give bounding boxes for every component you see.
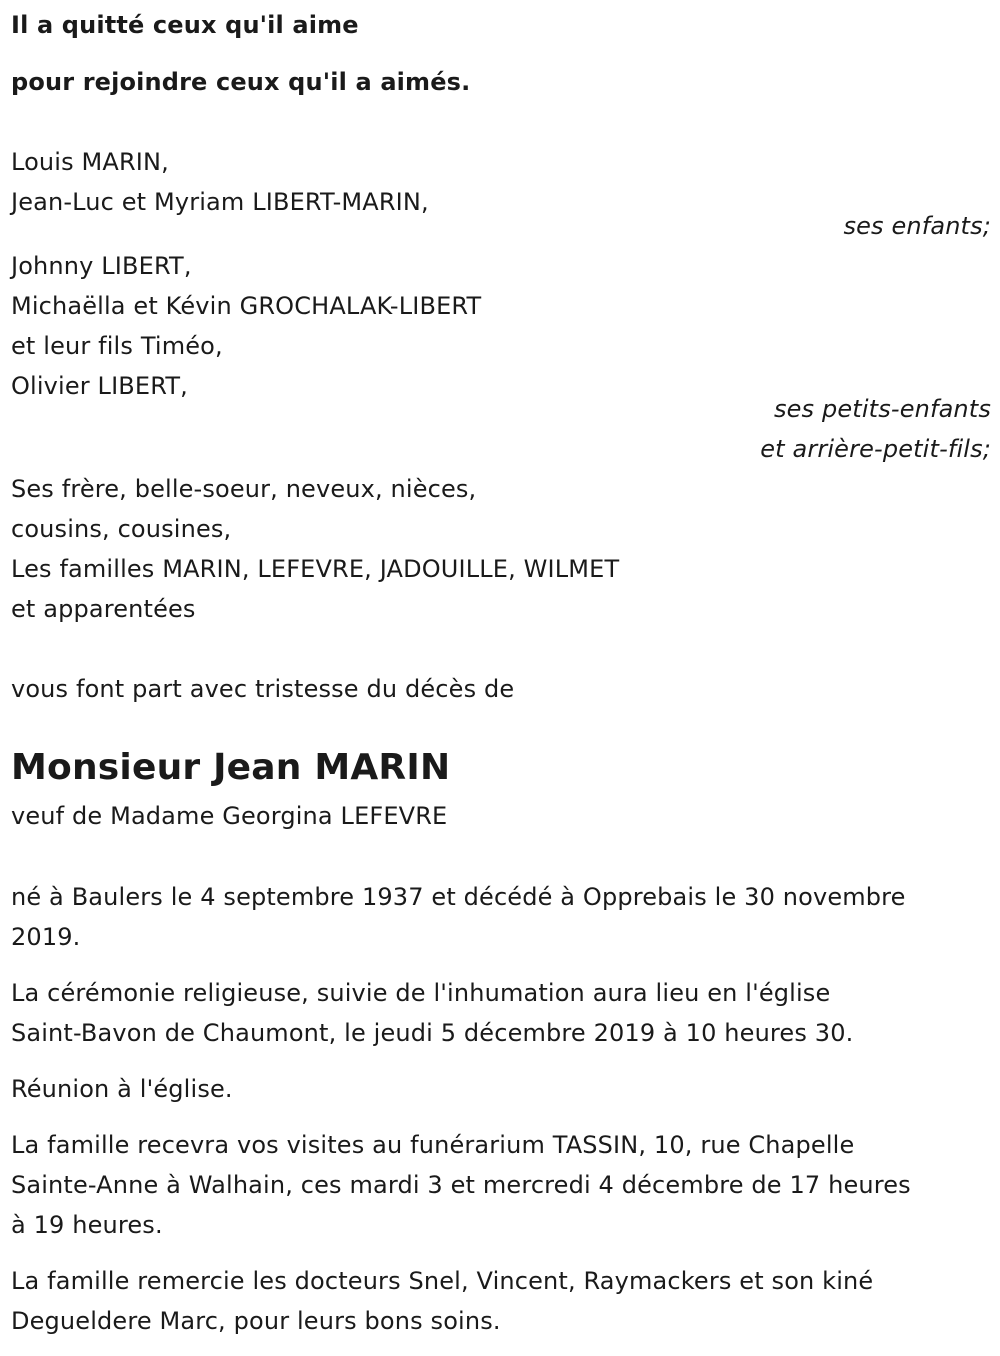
- deceased-name: Monsieur Jean MARIN: [11, 747, 451, 788]
- family-line: et apparentées: [11, 595, 196, 623]
- grandchild-name: Olivier LIBERT,: [11, 372, 188, 400]
- children-relation: ses enfants;: [843, 212, 991, 240]
- thanks-line: Degueldere Marc, pour leurs bons soins.: [11, 1307, 501, 1335]
- ceremony-line: Saint-Bavon de Chaumont, le jeudi 5 décembre 2019 à 10 heures 30.: [11, 1019, 854, 1047]
- visits-line: à 19 heures.: [11, 1211, 163, 1239]
- child-name: Louis MARIN,: [11, 148, 169, 176]
- announcement-text: vous font part avec tristesse du décès de: [11, 675, 515, 703]
- family-line: cousins, cousines,: [11, 515, 232, 543]
- grandchild-name: Michaëlla et Kévin GROCHALAK-LIBERT: [11, 292, 482, 320]
- visits-line: Sainte-Anne à Walhain, ces mardi 3 et mercredi 4 décembre de 17 heures: [11, 1171, 911, 1199]
- reunion-line: Réunion à l'église.: [11, 1075, 233, 1103]
- birth-death-line: 2019.: [11, 923, 81, 951]
- child-name: Jean-Luc et Myriam LIBERT-MARIN,: [11, 188, 429, 216]
- family-line: Ses frère, belle-soeur, neveux, nièces,: [11, 475, 477, 503]
- opening-line-1: Il a quitté ceux qu'il aime: [11, 11, 359, 39]
- opening-line-2: pour rejoindre ceux qu'il a aimés.: [11, 68, 471, 96]
- birth-death-line: né à Baulers le 4 septembre 1937 et décédé à Opprebais le 30 novembre: [11, 883, 906, 911]
- grandchildren-relation: et arrière-petit-fils;: [760, 435, 991, 463]
- thanks-line: La famille remercie les docteurs Snel, Vincent, Raymackers et son kiné: [11, 1267, 874, 1295]
- grandchildren-relation: ses petits-enfants: [773, 395, 991, 423]
- grandchild-name: et leur fils Timéo,: [11, 332, 223, 360]
- widower-line: veuf de Madame Georgina LEFEVRE: [11, 802, 448, 830]
- visits-line: La famille recevra vos visites au funérarium TASSIN, 10, rue Chapelle: [11, 1131, 855, 1159]
- ceremony-line: La cérémonie religieuse, suivie de l'inhumation aura lieu en l'église: [11, 979, 831, 1007]
- grandchild-name: Johnny LIBERT,: [11, 252, 192, 280]
- family-line: Les familles MARIN, LEFEVRE, JADOUILLE, WILMET: [11, 555, 620, 583]
- obituary-notice: [11, 0, 991, 1356]
